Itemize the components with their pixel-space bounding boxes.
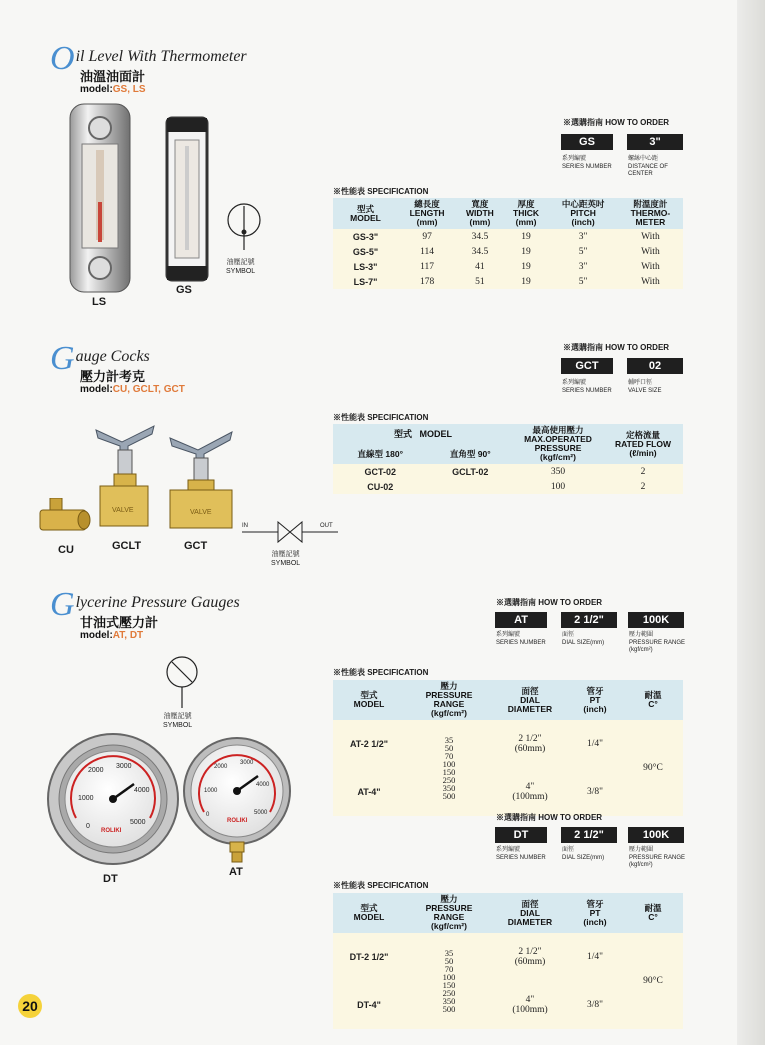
valve-symbol-icon bbox=[240, 520, 340, 548]
gs-label: GS bbox=[176, 284, 192, 296]
dt-header-pt: 管牙 PT (inch) bbox=[567, 893, 623, 933]
table-cell: 3" bbox=[548, 259, 617, 274]
table-cell: CU-02 bbox=[333, 479, 428, 494]
gclt-cock-image bbox=[92, 420, 158, 532]
page-number: 20 bbox=[18, 994, 42, 1018]
oil-level-symbol-label: 油壓記號 SYMBOL bbox=[226, 259, 256, 275]
gauge-cocks-spec-header-row bbox=[333, 424, 683, 444]
dt-order-caption-range: 壓力範圍 PRESSURE RANGE (kgf/cm²) bbox=[629, 847, 686, 868]
dt-order-caption-series: 系列編號 SERIES NUMBER bbox=[496, 847, 546, 861]
table-cell: DT-4" bbox=[333, 981, 405, 1029]
table-cell: With bbox=[618, 274, 683, 289]
oil-level-title-cn: 油溫油面計 bbox=[80, 69, 146, 84]
at-dial-tick-3: 3000 bbox=[240, 760, 254, 766]
gauge-cocks-order-size-code: 02 bbox=[627, 358, 683, 374]
table-cell: 1/4" bbox=[567, 933, 623, 981]
gauge-cocks-order-caption-valve: 輔呼口徑 VALVE SIZE bbox=[628, 380, 662, 394]
table-cell: 19 bbox=[504, 259, 549, 274]
table-row bbox=[333, 933, 683, 981]
table-cell: With bbox=[618, 244, 683, 259]
at-dial-tick-2: 2000 bbox=[214, 764, 228, 770]
gauge-cocks-symbol-label: 油壓記號 SYMBOL bbox=[271, 551, 301, 567]
oil-level-spec-table bbox=[333, 198, 683, 289]
gct-cock-image bbox=[166, 428, 236, 532]
at-order-caption-range: 壓力範圍 PRESSURE RANGE (kgf/cm²) bbox=[629, 632, 686, 653]
valve-out-label: OUT bbox=[320, 523, 333, 529]
glycerine-title-cn: 甘油式壓力計 bbox=[80, 615, 159, 630]
at-order-range-code: 100K bbox=[628, 612, 684, 628]
table-cell: GS-5" bbox=[333, 244, 398, 259]
dt-spec-table bbox=[333, 893, 683, 1029]
gauge-cocks-spec-label: ※性能表 SPECIFICATION bbox=[333, 413, 429, 422]
dt-dial-tick-5: 5000 bbox=[130, 819, 146, 826]
table-cell: GS-3" bbox=[333, 229, 398, 244]
oil-level-order-caption-series: 系列編號 SERIES NUMBER bbox=[562, 156, 612, 170]
table-cell: 3/8" bbox=[567, 981, 623, 1029]
valve-in-label: IN bbox=[242, 523, 248, 529]
gauge-cocks-order-series-code: GCT bbox=[561, 358, 613, 374]
gauge-cocks-title-cn: 壓力計考克 bbox=[80, 369, 146, 384]
gauge-cocks-header-flow: 定格流量 RATED FLOW (ℓ/min) bbox=[603, 424, 683, 464]
table-row bbox=[333, 720, 683, 768]
dt-header-temp: 耐溫 C° bbox=[623, 893, 683, 933]
table-cell: 1/4" bbox=[567, 720, 623, 768]
dt-spec-header-row bbox=[333, 893, 683, 933]
table-cell: 3/8" bbox=[567, 768, 623, 816]
dt-order-dial-code: 2 1/2" bbox=[561, 827, 617, 843]
table-row bbox=[333, 479, 683, 494]
at-dial-tick-1: 1000 bbox=[204, 788, 218, 794]
at-spec-label: ※性能表 SPECIFICATION bbox=[333, 668, 429, 677]
thermometer-symbol-icon bbox=[224, 202, 264, 252]
dt-temperature-cell: 90°C bbox=[623, 933, 683, 1029]
oil-level-spec-label: ※性能表 SPECIFICATION bbox=[333, 187, 429, 196]
oil-level-header-width: 寬度 WIDTH (mm) bbox=[456, 198, 504, 229]
ls-level-gauge-image bbox=[68, 102, 132, 294]
table-cell: 2 1/2" (60mm) bbox=[493, 933, 567, 981]
oil-level-header-length: 總長度 LENGTH (mm) bbox=[398, 198, 456, 229]
table-cell: 97 bbox=[398, 229, 456, 244]
table-cell: GCT-02 bbox=[333, 464, 428, 479]
table-cell: DT-2 1/2" bbox=[333, 933, 405, 981]
table-cell: AT-4" bbox=[333, 768, 405, 816]
at-brand-text: ROLIKI bbox=[227, 818, 248, 824]
oil-level-header-model: 型式 MODEL bbox=[333, 198, 398, 229]
at-label: AT bbox=[229, 866, 243, 878]
dt-dial-tick-1: 1000 bbox=[78, 795, 94, 802]
table-cell: 5" bbox=[548, 244, 617, 259]
at-pressure-gauge-image bbox=[182, 736, 292, 864]
dt-dial-tick-4: 4000 bbox=[134, 787, 150, 794]
cu-label: CU bbox=[58, 544, 74, 556]
at-order-caption-dial: 面徑 DIAL SIZE(mm) bbox=[562, 632, 605, 646]
dt-pressure-range-cell: 35 50 70 100 150 250 350 500 bbox=[405, 933, 493, 1029]
dt-dial-tick-2: 2000 bbox=[88, 767, 104, 774]
oil-level-order-series-code: GS bbox=[561, 134, 613, 150]
dt-header-pressure: 壓力 PRESSURE RANGE (kgf/cm²) bbox=[405, 893, 493, 933]
gauge-cocks-header-pressure: 最高使用壓力 MAX.OPERATED PRESSURE (kgf/cm²) bbox=[513, 424, 603, 464]
gct-valve-text: VALVE bbox=[190, 509, 212, 516]
table-row bbox=[333, 274, 683, 289]
page-edge bbox=[737, 0, 765, 1045]
at-pressure-range-cell: 35 50 70 100 150 250 350 500 bbox=[405, 720, 493, 816]
table-row bbox=[333, 259, 683, 274]
table-cell: 2 1/2" (60mm) bbox=[493, 720, 567, 768]
glycerine-symbol-label: 油壓記號 SYMBOL bbox=[163, 713, 193, 729]
table-row bbox=[333, 464, 683, 479]
dt-brand-text: ROLIKI bbox=[101, 828, 122, 834]
glycerine-models: model:AT, DT bbox=[80, 630, 144, 641]
dt-pressure-gauge-image bbox=[46, 732, 180, 866]
table-cell: 34.5 bbox=[456, 229, 504, 244]
oil-level-models: model:GS, LS bbox=[80, 84, 146, 95]
table-cell: 3" bbox=[548, 229, 617, 244]
dt-how-to-order-label: ※選購指南 HOW TO ORDER bbox=[496, 813, 603, 822]
table-cell: 4" (100mm) bbox=[493, 768, 567, 816]
at-header-model: 型式 MODEL bbox=[333, 680, 405, 720]
table-cell: 114 bbox=[398, 244, 456, 259]
gauge-cocks-spec-table bbox=[333, 424, 683, 494]
table-row bbox=[333, 244, 683, 259]
pressure-gauge-symbol-icon bbox=[164, 654, 200, 710]
table-row bbox=[333, 229, 683, 244]
at-how-to-order-label: ※選購指南 HOW TO ORDER bbox=[496, 598, 603, 607]
dt-dial-tick-3: 3000 bbox=[116, 763, 132, 770]
table-cell: 5" bbox=[548, 274, 617, 289]
dt-order-caption-dial: 面徑 DIAL SIZE(mm) bbox=[562, 847, 605, 861]
table-cell: 19 bbox=[504, 274, 549, 289]
table-cell: With bbox=[618, 259, 683, 274]
oil-level-header-thermometer: 附溫度計 THERMO- METER bbox=[618, 198, 683, 229]
oil-level-how-to-order-label: ※選購指南 HOW TO ORDER bbox=[563, 118, 670, 127]
ls-label: LS bbox=[92, 296, 107, 308]
at-order-caption-series: 系列編號 SERIES NUMBER bbox=[496, 632, 546, 646]
at-header-dial: 面徑 DIAL DIAMETER bbox=[493, 680, 567, 720]
table-cell: 2 bbox=[603, 479, 683, 494]
dt-spec-label: ※性能表 SPECIFICATION bbox=[333, 881, 429, 890]
glycerine-title: Glycerine Pressure Gauges bbox=[50, 586, 240, 623]
table-cell: 4" (100mm) bbox=[493, 981, 567, 1029]
at-dial-tick-5: 5000 bbox=[254, 810, 268, 816]
cu-cock-image bbox=[36, 498, 92, 538]
dt-header-dial: 面徑 DIAL DIAMETER bbox=[493, 893, 567, 933]
table-cell: 100 bbox=[513, 479, 603, 494]
oil-level-spec-header-row bbox=[333, 198, 683, 229]
gclt-valve-text: VALVE bbox=[112, 507, 134, 514]
at-order-series-code: AT bbox=[495, 612, 547, 628]
gauge-cocks-header-model: 型式 MODEL bbox=[333, 424, 513, 444]
gs-level-gauge-image bbox=[165, 116, 209, 282]
gauge-cocks-how-to-order-label: ※選購指南 HOW TO ORDER bbox=[563, 343, 670, 352]
at-order-dial-code: 2 1/2" bbox=[561, 612, 617, 628]
at-spec-table bbox=[333, 680, 683, 816]
gclt-label: GCLT bbox=[112, 540, 142, 552]
table-cell: 117 bbox=[398, 259, 456, 274]
dt-header-model: 型式 MODEL bbox=[333, 893, 405, 933]
oil-level-title: Oil Level With Thermometer bbox=[50, 40, 247, 77]
table-cell: 19 bbox=[504, 229, 549, 244]
table-cell: 178 bbox=[398, 274, 456, 289]
at-spec-header-row bbox=[333, 680, 683, 720]
gauge-cocks-header-angle: 直角型 90° bbox=[428, 444, 513, 464]
at-dial-tick-0: 0 bbox=[206, 812, 210, 818]
gauge-cocks-title: Gauge Cocks bbox=[50, 340, 150, 377]
gauge-cocks-header-straight: 直線型 180° bbox=[333, 444, 428, 464]
at-header-temp: 耐溫 C° bbox=[623, 680, 683, 720]
table-cell: LS-7" bbox=[333, 274, 398, 289]
table-cell: 51 bbox=[456, 274, 504, 289]
table-cell: 41 bbox=[456, 259, 504, 274]
oil-level-header-pitch: 中心距英吋 PITCH (inch) bbox=[548, 198, 617, 229]
oil-level-order-caption-center: 螺絲中心距 DISTANCE OF CENTER bbox=[628, 156, 668, 177]
table-cell: 350 bbox=[513, 464, 603, 479]
at-header-pt: 管牙 PT (inch) bbox=[567, 680, 623, 720]
dt-order-range-code: 100K bbox=[628, 827, 684, 843]
table-cell: With bbox=[618, 229, 683, 244]
gauge-cocks-order-caption-series: 系列編號 SERIES NUMBER bbox=[562, 380, 612, 394]
gauge-cocks-models: model:CU, GCLT, GCT bbox=[80, 384, 185, 395]
table-cell: 19 bbox=[504, 244, 549, 259]
gct-label: GCT bbox=[184, 540, 208, 552]
at-dial-tick-4: 4000 bbox=[256, 782, 270, 788]
table-cell: LS-3" bbox=[333, 259, 398, 274]
table-cell: 34.5 bbox=[456, 244, 504, 259]
table-cell: AT-2 1/2" bbox=[333, 720, 405, 768]
table-cell: GCLT-02 bbox=[428, 464, 513, 479]
at-header-pressure: 壓力 PRESSURE RANGE (kgf/cm²) bbox=[405, 680, 493, 720]
table-cell: 2 bbox=[603, 464, 683, 479]
oil-level-header-thick: 厚度 THICK (mm) bbox=[504, 198, 549, 229]
dt-label: DT bbox=[103, 873, 118, 885]
dt-dial-tick-0: 0 bbox=[86, 823, 90, 830]
at-temperature-cell: 90°C bbox=[623, 720, 683, 816]
dt-order-series-code: DT bbox=[495, 827, 547, 843]
table-cell bbox=[428, 479, 513, 494]
oil-level-order-size-code: 3" bbox=[627, 134, 683, 150]
